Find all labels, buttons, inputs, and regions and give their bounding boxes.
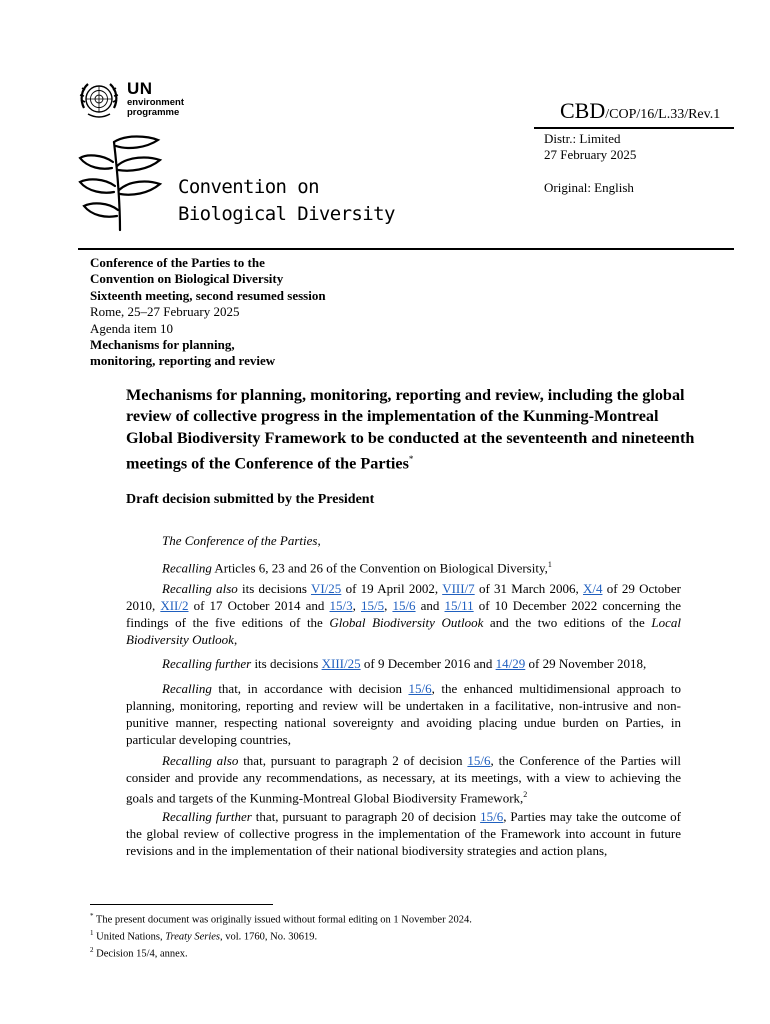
cbd-logo-line1: Convention on — [178, 176, 319, 198]
p2-text: of 19 April 2002, — [341, 581, 443, 596]
p1-footnote-mark: 1 — [547, 560, 552, 569]
footnote-text: United Nations, — [93, 931, 166, 943]
p1-lead: Recalling — [162, 560, 212, 576]
footnotes — [90, 910, 472, 961]
decision-link-15-6[interactable]: 15/6 — [408, 681, 432, 696]
paragraph-4 — [126, 680, 681, 748]
p2-text: of 10 December 2022 concerning the findings of the five editions of the — [126, 598, 682, 630]
decision-link-15-6[interactable]: 15/6 — [392, 598, 416, 613]
p2-text: of 29 October 2010, — [126, 581, 681, 613]
paragraph-5 — [126, 752, 681, 806]
agenda-title-line2: monitoring, reporting and review — [90, 353, 276, 369]
footnote-treaty-series: Treaty Series — [165, 931, 220, 943]
footnote-text: The present document was originally issued without formal editing on 1 November 2024. — [93, 914, 472, 926]
meeting-body-line1: Conference of the Parties to the — [90, 255, 265, 270]
p5-lead: Recalling also — [162, 753, 239, 768]
cbd-logo-text — [178, 174, 395, 228]
footnote-text: , vol. 1760, No. 30619. — [219, 931, 318, 943]
footnote-divider — [90, 904, 273, 905]
agenda-item: Agenda item 10 — [90, 320, 174, 336]
cbd-plant-logo-icon — [76, 132, 164, 232]
distribution-block — [544, 131, 636, 163]
symbol-tail: /COP/16/L.33/Rev.1 — [605, 107, 721, 122]
paragraph-3 — [126, 655, 681, 672]
p5-text: , the Conference of the Parties will consider and provide any recommendations, as necessary, at its meetings, with a view to achieving the goals and targets of the Kunming-Montreal Global Biodiversity Framework, — [126, 753, 681, 806]
p6-text: , Parties may take the outcome of the global review of collective progress in the implementation of the Framework into account in future revisions and in the implementation of their national biodiversity strategies and action plans, — [126, 809, 682, 858]
preamble-intro-text: The Conference of the Parties, — [162, 533, 321, 548]
p1-text: Articles 6, 23 and 26 of the Convention on Biological Diversity, — [211, 560, 548, 576]
p3-lead: Recalling further — [162, 656, 252, 671]
footnote-text: Decision 15/4, annex. — [93, 948, 188, 960]
p2-text: , — [352, 598, 361, 613]
un-environment-logo-text — [127, 80, 184, 118]
p2-lbo-title: Local Biodiversity Outlook — [126, 615, 681, 647]
document-subtitle: Draft decision submitted by the President — [126, 492, 375, 507]
cbd-logo-line2: Biological Diversity — [178, 203, 395, 225]
document-symbol — [560, 98, 720, 124]
decision-link-xiii-25[interactable]: XIII/25 — [321, 656, 361, 671]
agenda-title-line1: Mechanisms for planning, — [90, 337, 235, 353]
p2-text: of 17 October 2014 and — [188, 598, 330, 613]
p2-text: and — [415, 598, 445, 613]
p4-lead: Recalling — [162, 681, 212, 696]
meeting-info — [90, 255, 326, 370]
document-date: 27 February 2025 — [544, 147, 637, 162]
paragraph-6 — [126, 808, 681, 859]
un-logo-line2: environment — [127, 97, 185, 108]
header-divider — [78, 248, 734, 250]
p6-text: that, pursuant to paragraph 20 of decision — [251, 809, 481, 824]
p3-text: its decisions — [251, 656, 322, 671]
footnote-mark: 2 — [90, 946, 94, 954]
p3-text: of 29 November 2018, — [525, 656, 647, 671]
p4-text: , the enhanced multidimensional approach to planning, monitoring, reporting and review will be undertaken in a facilitative, non-intrusive and non-punitive manner, respecting national sovereignty and avoiding placing undue burden on Parties, in particular developing countries, — [126, 681, 681, 747]
distribution-status: Distr.: Limited — [544, 131, 621, 146]
meeting-session: Sixteenth meeting, second resumed session — [90, 287, 326, 303]
footnote-mark: * — [90, 912, 94, 920]
p2-text: of 31 March 2006, — [474, 581, 583, 596]
p2-text: its decisions — [237, 581, 311, 596]
un-emblem-icon — [78, 78, 120, 120]
decision-link-viii-7[interactable]: VIII/7 — [442, 581, 475, 596]
p2-text: , — [384, 598, 393, 613]
meeting-body-line2: Convention on Biological Diversity — [90, 271, 284, 287]
decision-link-15-6[interactable]: 15/6 — [467, 753, 491, 768]
decision-link-15-6[interactable]: 15/6 — [480, 809, 504, 824]
original-language: Original: English — [544, 180, 634, 195]
un-logo-line3: programme — [127, 107, 180, 118]
footnote-star — [90, 910, 472, 927]
p4-text: that, in accordance with decision — [211, 681, 409, 696]
decision-link-15-3[interactable]: 15/3 — [329, 598, 353, 613]
footnote-1 — [90, 927, 472, 944]
decision-link-x-4[interactable]: X/4 — [583, 581, 603, 596]
document-title — [126, 385, 696, 475]
meeting-place: Rome, 25–27 February 2025 — [90, 304, 240, 320]
p6-lead: Recalling further — [162, 809, 252, 824]
document-title-text: Mechanisms for planning, monitoring, reporting and review, including the global review of collective progress in the implementation of the Kunming-Montreal Global Biodiversity Framework to be conducted at the seventeenth and nineteenth meetings of the Conference of the Parties — [126, 386, 695, 473]
title-footnote-mark: * — [408, 453, 414, 464]
footnote-2 — [90, 944, 472, 961]
footnote-mark: 1 — [90, 929, 94, 937]
un-logo-name: UN — [127, 79, 153, 98]
symbol-main: CBD — [560, 98, 606, 123]
symbol-divider — [534, 127, 734, 129]
p5-text: that, pursuant to paragraph 2 of decision — [238, 753, 468, 768]
preamble-intro — [126, 532, 681, 549]
p2-text: , — [233, 632, 238, 647]
paragraph-2 — [126, 580, 681, 648]
paragraph-1 — [126, 556, 681, 576]
decision-link-15-5[interactable]: 15/5 — [360, 598, 385, 613]
p2-text: and the two editions of the — [483, 615, 652, 630]
p3-text: of 9 December 2016 and — [360, 656, 496, 671]
p2-lead: Recalling also — [162, 581, 238, 596]
decision-link-14-29[interactable]: 14/29 — [495, 656, 526, 671]
p5-footnote-mark: 2 — [523, 790, 528, 799]
decision-link-15-11[interactable]: 15/11 — [444, 598, 474, 613]
decision-link-xii-2[interactable]: XII/2 — [160, 598, 189, 613]
p2-gbo-title: Global Biodiversity Outlook — [329, 615, 484, 630]
decision-link-vi-25[interactable]: VI/25 — [310, 581, 342, 596]
